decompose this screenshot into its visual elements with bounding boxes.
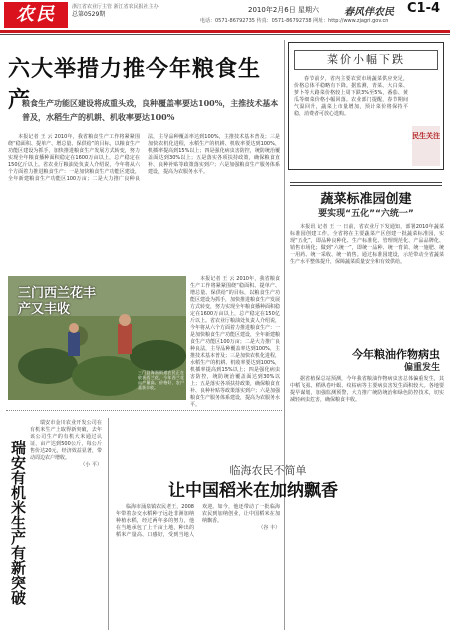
issue-number: 总第0529期 [72, 11, 106, 18]
linhai-body [116, 504, 280, 630]
masthead-red-rule [0, 30, 450, 33]
ruian-vertical-title: 瑞安有机米生产有新突破 [9, 440, 27, 605]
column-box-text: 春节前夕，省内主要农贸市场蔬菜供应充足，价格总体平稳略有下降。据监测，青菜、大白菜、萝卜等大路菜价格较上周下跌3%至5%，番茄、黄瓜等细菜价格小幅回落。农业部门提醒，春节期间气温回升，蔬菜上市量增加，预计菜价将保持平稳，消费者可放心选购。 [294, 76, 408, 117]
linhai-kicker: 临海农民不简单 [229, 464, 307, 477]
masthead-thin-rule [0, 34, 450, 35]
ruian-body-text: 瑞安市金川农业开发公司在有机米生产上取得新突破，去年该公司生产的有机大米通过认证，亩产达到500公斤，每公斤售价达20元，经济效益显著，带动周边农户增收。 [30, 420, 102, 461]
publisher-line: 浙江省农业厅主管 浙江省农民报社主办 [72, 4, 159, 10]
ruian-body [30, 420, 102, 620]
pest-section-title: 今年粮油作物病虫 [352, 348, 440, 361]
broccoli-photo-title [18, 286, 98, 318]
pest-body [290, 376, 444, 630]
section-decoration [290, 182, 442, 186]
column-badge: 民生关注 [412, 126, 440, 166]
veg-section-subtitle: 要实现“五化”“六统一” [318, 209, 414, 219]
edition-date: 2010年2月6日 星期六 [248, 6, 319, 14]
broccoli-caption-text: 三门县海润街道农民正在收获西兰花，今年西兰花亩产量高、价格好，农户喜获丰收。 [138, 370, 184, 390]
broccoli-photo-caption [138, 370, 184, 400]
contact-line: 电话：0571-86792735 传真：0571-86792738 网址：http://www.zjagri.gov.cn [200, 18, 389, 24]
newspaper-logo: 农民 [4, 2, 68, 28]
lead-continued-text: 本报记者 王 云 2010年，我省粮食生产工作将紧紧围绕“稳面积、提单产、增总量、保供给”的目标，以粮食生产功能区建设为抓手，加快推进粮食生产发展方式转变，努力实现全年粮食播种面积稳定在1600万亩以上，总产稳定在150亿斤以上。省农业厅粮油处负责人介绍说，今年将从六个方面着力推进粮食生产：一是加快粮食生产功能区建设，全年新建粮食生产功能区100万亩；二是大力推广良种良法，主导品种覆盖率达到100%，主推技术基本普及；三是加快农机化进程，水稻生产的机耕、机收率要达到100%，机插率提高到15%以上；四是强化病虫害防控，统防统治覆盖面达到30%以上；五是落实各项扶持政策，确保粮食直补、良种补贴等政策落实到户；六是加强粮食生产服务体系建设，提高为农服务水平。 [190, 276, 281, 408]
brand-slogan: 春风伴农民 [344, 7, 394, 18]
broccoli-title-text: 三门西兰花丰产又丰收 [18, 286, 97, 317]
veg-section-title: 蔬菜标准园创建 [320, 192, 412, 207]
masthead [0, 0, 450, 30]
story-divider [108, 418, 109, 630]
veg-body [290, 224, 444, 332]
pest-section-subtitle: 偏重发生 [403, 363, 440, 373]
lead-subhead: 粮食生产功能区建设将成重头戏，良种覆盖率要达100%，主推技术基本普及，水稻生产的机耕、机收率要达100% [22, 98, 279, 122]
lead-body-text: 本报记者 王 云 2010年，我省粮食生产工作将紧紧围绕“稳面积、提单产、增总量、保供给”的目标，以粮食生产功能区建设为抓手，加快推进粮食生产发展方式转变，努力实现全年粮食播种面积稳定在1600万亩以上，总产稳定在150亿斤以上。省农业厅粮油处负责人介绍说，今年将从六个方面着力推进粮食生产：一是加快粮食生产功能区建设，全年新建粮食生产功能区100万亩；二是大力推广良种良法，主导品种覆盖率达到100%，主推技术基本普及；三是加快农机化进程，水稻生产的机耕、机收率要达到100%，机插率提高到15%以上；四是强化病虫害防控，统防统治覆盖面达到30%以上；五是落实各项扶持政策，确保粮食直补、良种补贴等政策落实到户；六是加强粮食生产服务体系建设，提高为农服务水平。 [8, 134, 280, 182]
lead-headline: 六大举措力推今年粮食生产 [8, 57, 262, 113]
lead-body [8, 134, 280, 266]
linhai-title: 让中国稻米在加纳飘香 [168, 481, 338, 501]
column-box-title: 菜价小幅下跌 [294, 50, 438, 70]
page-number: C1-4 [407, 1, 441, 16]
ruian-byline: （小 平） [80, 462, 102, 468]
column-box-body [294, 76, 408, 166]
veg-body-text: 本报讯 记者 王 一 日前，省农业厅下发通知，部署2010年蔬菜标准园创建工作。全省将在主要蔬菜产区创建一批蔬菜标准园，实现“五化”，即品种良种化、生产标准化、管理规范化、产品品牌化、销售市场化；做到“六统一”，即统一品种、统一育苗、统一施肥、统一用药、统一采收、统一销售。通过标准园建设，示范带动全省蔬菜生产水平整体提升，保障蔬菜质量安全和有效供给。 [290, 224, 444, 265]
lead-continued [190, 276, 281, 408]
masthead-info [72, 3, 202, 19]
linhai-body-text: 临海市涌泉镇农民老王，2008年带着杂交水稻种子远赴非洲加纳种植水稻，经过两年多的努力，他在当地承包了上千亩土地，种出的稻米产量高、口感好，受到当地人欢迎。如今，他还带动了一批临海农民到加纳创业，让中国稻米在加纳飘香。 [116, 504, 280, 538]
column-divider [284, 40, 285, 630]
pest-body-text: 据省植保总站预测，今年我省粮油作物病虫害总体偏重发生，其中稻飞虱、稻纵卷叶螟、纹枯病等主要病虫害发生面积较大。各地要提早谋划，加强监测预警，大力推广统防统治和绿色防控技术，切实减轻病虫危害，确保粮食丰收。 [290, 376, 444, 403]
linhai-byline: （谷 丰） [258, 525, 280, 531]
section-divider [6, 410, 282, 411]
